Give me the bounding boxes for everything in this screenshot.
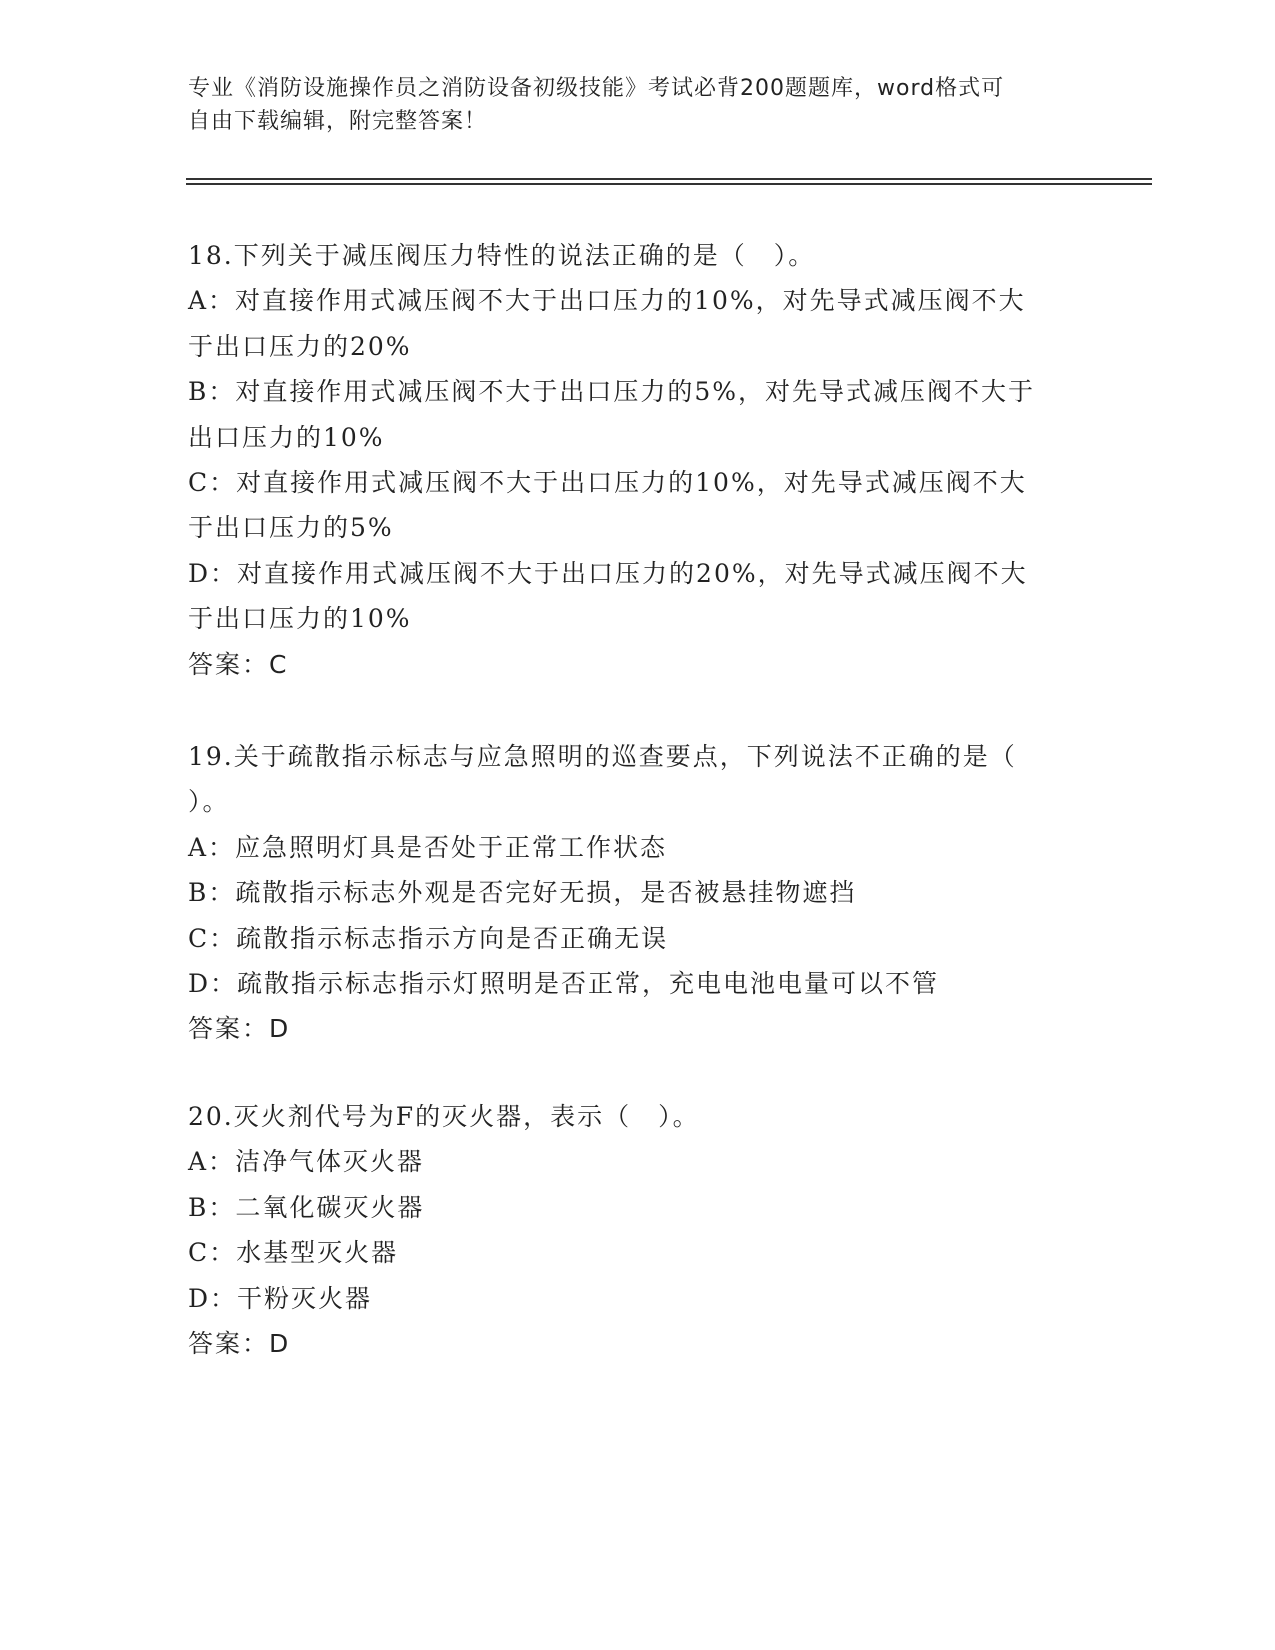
header-line-1: 专业《消防设施操作员之消防设备初级技能》考试必背200题题库，word格式可 xyxy=(188,76,1005,101)
document-header xyxy=(188,72,1088,138)
answer: 答案：D xyxy=(188,1329,291,1359)
answer: 答案：C xyxy=(188,649,289,679)
question-stem: 18.下列关于减压阀压力特性的说法正确的是（ ）。 xyxy=(188,241,816,270)
header-divider-bottom xyxy=(186,183,1152,185)
option-b: B：疏散指示标志外观是否完好无损，是否被悬挂物遮挡 xyxy=(188,878,857,908)
option-c-line-2: 于出口压力的5% xyxy=(188,513,394,543)
option-a-line-2: 于出口压力的20% xyxy=(188,331,412,361)
option-a: A：应急照明灯具是否处于正常工作状态 xyxy=(188,832,668,862)
question-19 xyxy=(188,734,1088,1052)
header-line-2: 自由下载编辑，附完整答案！ xyxy=(188,109,488,134)
option-d-line-2: 于出口压力的10% xyxy=(188,604,412,634)
option-b-line-2: 出口压力的10% xyxy=(188,422,385,452)
option-a: A：洁净气体灭火器 xyxy=(188,1147,425,1177)
answer: 答案：D xyxy=(188,1014,291,1044)
header-divider-top xyxy=(186,178,1152,180)
option-d: D：疏散指示标志指示灯照明是否正常，充电电池电量可以不管 xyxy=(188,969,940,999)
option-d-line-1: D：对直接作用式减压阀不大于出口压力的20%，对先导式减压阀不大 xyxy=(188,558,1028,588)
option-a-line-1: A：对直接作用式减压阀不大于出口压力的10%，对先导式减压阀不大 xyxy=(188,286,1026,316)
option-d: D：干粉灭火器 xyxy=(188,1283,373,1313)
option-c: C：疏散指示标志指示方向是否正确无误 xyxy=(188,923,669,953)
option-b-line-1: B：对直接作用式减压阀不大于出口压力的5%，对先导式减压阀不大于 xyxy=(188,377,1036,407)
question-stem: 20.灭火剂代号为F的灭火器，表示（ ）。 xyxy=(188,1102,700,1131)
question-stem-line-2: ）。 xyxy=(188,787,230,817)
question-stem-line-1: 19.关于疏散指示标志与应急照明的巡查要点，下列说法不正确的是（ xyxy=(188,742,1017,771)
option-b: B：二氧化碳灭火器 xyxy=(188,1192,425,1222)
question-20 xyxy=(188,1094,1088,1366)
question-18 xyxy=(188,233,1088,687)
option-c-line-1: C：对直接作用式减压阀不大于出口压力的10%，对先导式减压阀不大 xyxy=(188,468,1027,498)
option-c: C：水基型灭火器 xyxy=(188,1238,399,1268)
